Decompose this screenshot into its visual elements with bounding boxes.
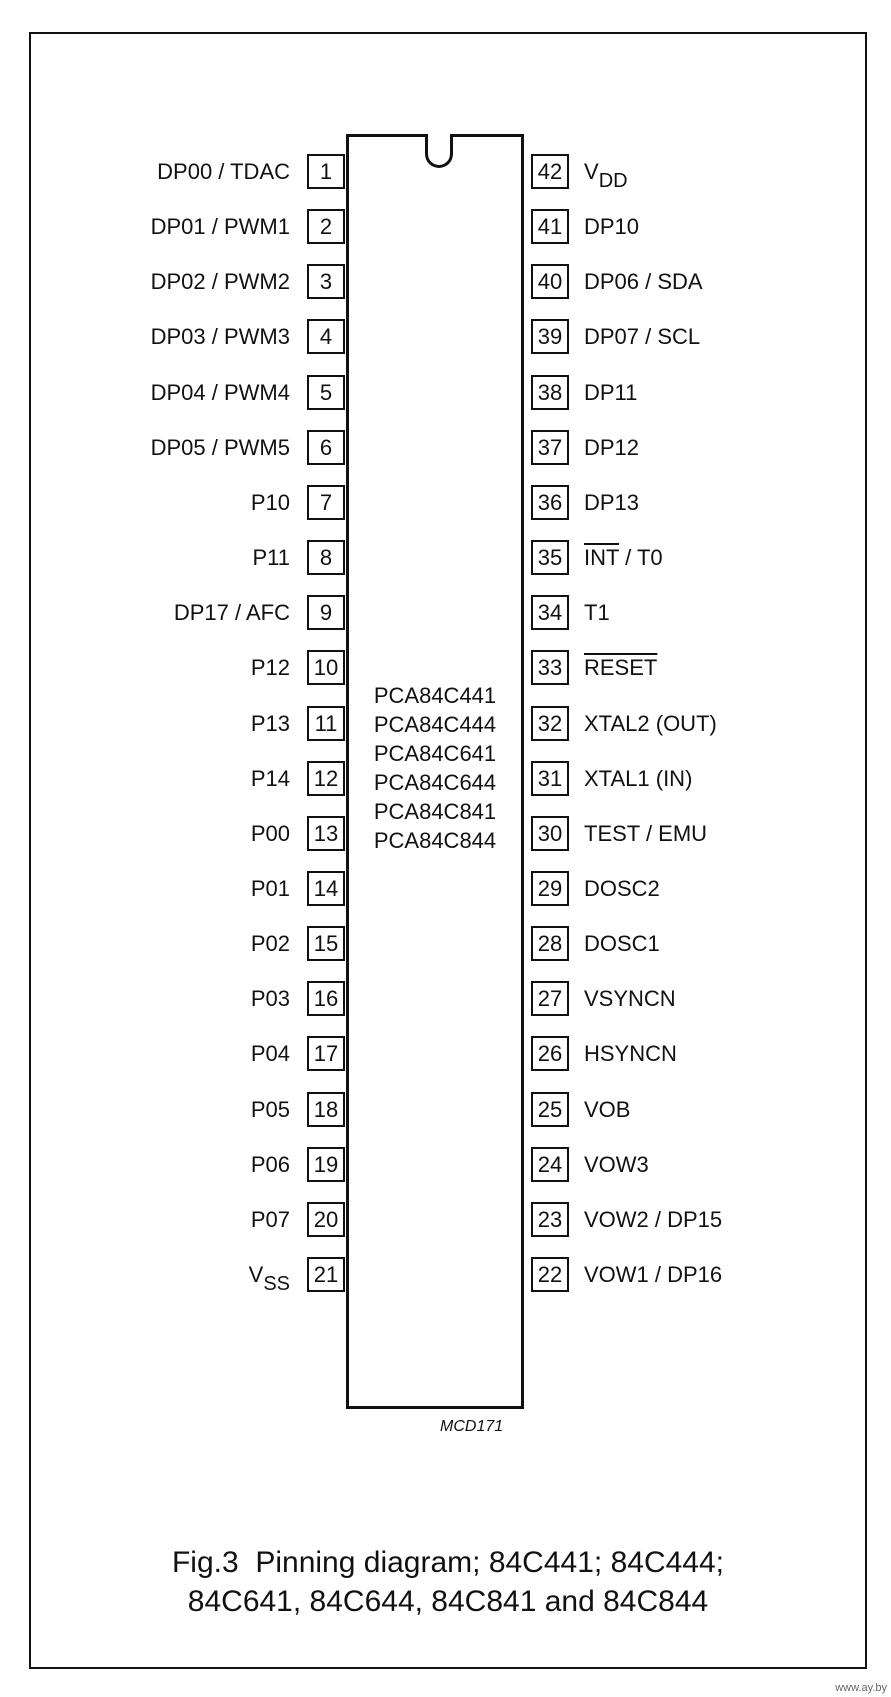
pin-label: [584, 1036, 677, 1071]
pin-label-active-low: RESET: [584, 655, 658, 680]
pin-number-box: 12: [307, 761, 345, 796]
pin-number-box: 41: [531, 209, 569, 244]
pin-number-box: 8: [307, 540, 345, 575]
part-number: PCA84C641: [373, 741, 497, 766]
pin-label: [584, 1202, 722, 1237]
pin-label-text: P02: [250, 931, 290, 956]
pin-number-box: 40: [531, 264, 569, 299]
pin-label-text: TEST / EMU: [584, 821, 708, 846]
pin-label-text: P10: [250, 490, 290, 515]
pin-label-text: DP12: [584, 435, 640, 460]
part-number-list: [346, 681, 524, 855]
pin-label: [248, 1257, 290, 1295]
part-number: PCA84C844: [373, 828, 497, 853]
pin-label-text: P06: [250, 1152, 290, 1177]
pin-label: [584, 319, 700, 354]
pin-number-box: 32: [531, 706, 569, 741]
pin-label: [151, 430, 290, 465]
part-number: PCA84C444: [373, 712, 497, 737]
pin-label-text: DOSC2: [584, 876, 660, 901]
pin-number-box: 24: [531, 1147, 569, 1182]
pin-label-text: VOW1 / DP16: [584, 1262, 723, 1287]
pin-label: [584, 375, 637, 410]
pin-label: [251, 926, 290, 961]
pin-label-text: XTAL1 (IN): [584, 766, 693, 791]
pin-label: [584, 761, 692, 796]
pin-label: [157, 154, 290, 189]
pin-number-box: 22: [531, 1257, 569, 1292]
pin-label: [251, 981, 290, 1016]
pin-label-text: DP05 / PWM5: [150, 435, 290, 460]
pin-number-box: 13: [307, 816, 345, 851]
pin-number-box: 4: [307, 319, 345, 354]
pin-number-box: 1: [307, 154, 345, 189]
pin-label-text: DP01 / PWM1: [150, 214, 290, 239]
pin-number-box: 38: [531, 375, 569, 410]
pin-number-box: 15: [307, 926, 345, 961]
pin-number-box: 21: [307, 1257, 345, 1292]
pin-label-text: DP00 / TDAC: [157, 159, 290, 184]
pin-number-box: 34: [531, 595, 569, 630]
pin-number-box: 33: [531, 650, 569, 685]
pin-number-box: 23: [531, 1202, 569, 1237]
pin-label: [151, 264, 290, 299]
pin-label: [584, 264, 703, 299]
pin-label: [251, 706, 290, 741]
pin-number-box: 9: [307, 595, 345, 630]
pin1-notch: [425, 134, 453, 168]
pin-number-box: 6: [307, 430, 345, 465]
pin-label-text: P14: [250, 766, 290, 791]
pin-number-box: 3: [307, 264, 345, 299]
pin-label-text: DP03 / PWM3: [150, 324, 290, 349]
pin-label-text: DP02 / PWM2: [150, 269, 290, 294]
pin-label-text: DOSC1: [584, 931, 660, 956]
pin-number-box: 5: [307, 375, 345, 410]
pin-number-box: 27: [531, 981, 569, 1016]
caption-line-1: Fig.3 Pinning diagram; 84C441; 84C444;: [171, 1546, 724, 1579]
pin-number-box: 19: [307, 1147, 345, 1182]
pin-label: [584, 706, 717, 741]
pin-label: [251, 650, 290, 685]
pin-number-box: 42: [531, 154, 569, 189]
pin-label-main: V: [584, 159, 599, 184]
pin-label: [584, 209, 639, 244]
pin-label-text: DP10: [584, 214, 640, 239]
pin-label-main: V: [248, 1262, 264, 1287]
pin-number-box: 11: [307, 706, 345, 741]
pin-label: [251, 1092, 290, 1127]
pin-label: [251, 816, 290, 851]
pin-label: [251, 1202, 290, 1237]
pin-label: [584, 981, 676, 1016]
pin-number-box: 39: [531, 319, 569, 354]
pin-label: [251, 871, 290, 906]
pin-label-active-low: $\overline{INT}$: [584, 545, 620, 570]
pin-label: [584, 926, 660, 961]
pin-label-text: P12: [250, 655, 290, 680]
pin-number-box: 2: [307, 209, 345, 244]
pin-label: [584, 485, 639, 520]
pin-label: [584, 1147, 649, 1182]
caption-line-2: 84C641, 84C644, 84C841 and 84C844: [187, 1585, 709, 1618]
pin-label: [584, 595, 610, 630]
pin-label: [584, 154, 628, 192]
part-number: PCA84C841: [373, 799, 497, 824]
pin-label-text: DP06 / SDA: [584, 269, 703, 294]
pin-label: [251, 485, 290, 520]
pin-label: [584, 871, 660, 906]
pin-label-text: P05: [250, 1097, 290, 1122]
pin-number-box: 18: [307, 1092, 345, 1127]
drawing-code: MCD171: [440, 1418, 504, 1435]
watermark: www.ay.by: [835, 1682, 887, 1694]
pin-label: [251, 761, 290, 796]
pin-label-text: DP04 / PWM4: [150, 380, 290, 405]
pin-number-box: 37: [531, 430, 569, 465]
pin-label-text: P07: [250, 1207, 290, 1232]
pin-label: [584, 816, 707, 851]
pin-label: [251, 1147, 290, 1182]
pin-number-box: 28: [531, 926, 569, 961]
pin-number-box: 30: [531, 816, 569, 851]
pin-label-subscript: DD: [598, 170, 628, 192]
pin-label-text: DP17 / AFC: [173, 600, 290, 625]
pin-label-text: VSYNCN: [584, 986, 676, 1011]
pin-label-text: VOB: [584, 1097, 631, 1122]
pin-label: [584, 1257, 722, 1292]
part-number: PCA84C644: [373, 770, 497, 795]
pin-label-text: P03: [250, 986, 290, 1011]
pin-number-box: 7: [307, 485, 345, 520]
pin-number-box: 16: [307, 981, 345, 1016]
pin-label: [151, 375, 290, 410]
pin-number-box: 25: [531, 1092, 569, 1127]
pin-label-text: XTAL2 (OUT): [584, 711, 717, 736]
pin-number-box: 31: [531, 761, 569, 796]
pin-label-text: DP13: [584, 490, 640, 515]
pin-number-box: 29: [531, 871, 569, 906]
pin-number-box: 26: [531, 1036, 569, 1071]
pin-label-text: DP11: [584, 380, 638, 405]
pin-label-text: VOW3: [584, 1152, 649, 1177]
pin-label-text: P04: [250, 1041, 290, 1066]
pin-number-box: 36: [531, 485, 569, 520]
pin-label-text: / T0: [619, 545, 663, 570]
pin-number-box: 14: [307, 871, 345, 906]
pin-label: [174, 595, 290, 630]
pin-number-box: 20: [307, 1202, 345, 1237]
pin-label-text: T1: [584, 600, 610, 625]
pin-label-text: HSYNCN: [584, 1041, 677, 1066]
pin-label-text: P01: [250, 876, 290, 901]
pin-label: [584, 540, 663, 575]
pin-number-box: 10: [307, 650, 345, 685]
pin-label: [584, 650, 657, 685]
pin-label-subscript: SS: [263, 1273, 290, 1295]
pin-label: [584, 1092, 630, 1127]
pin-label: [584, 430, 639, 465]
pin-label: [252, 540, 290, 575]
pin-number-box: 17: [307, 1036, 345, 1071]
figure-caption: [29, 1543, 867, 1621]
pin-label: [251, 1036, 290, 1071]
pin-label-text: DP07 / SCL: [584, 324, 701, 349]
pin-label-text: P00: [250, 821, 290, 846]
pin-label-text: VOW2 / DP15: [584, 1207, 723, 1232]
pin-label-text: P11: [252, 545, 290, 570]
pin-label-text: P13: [250, 711, 290, 736]
pin-number-box: 35: [531, 540, 569, 575]
pin-label: [151, 319, 290, 354]
pin-label: [151, 209, 290, 244]
part-number: PCA84C441: [373, 683, 497, 708]
